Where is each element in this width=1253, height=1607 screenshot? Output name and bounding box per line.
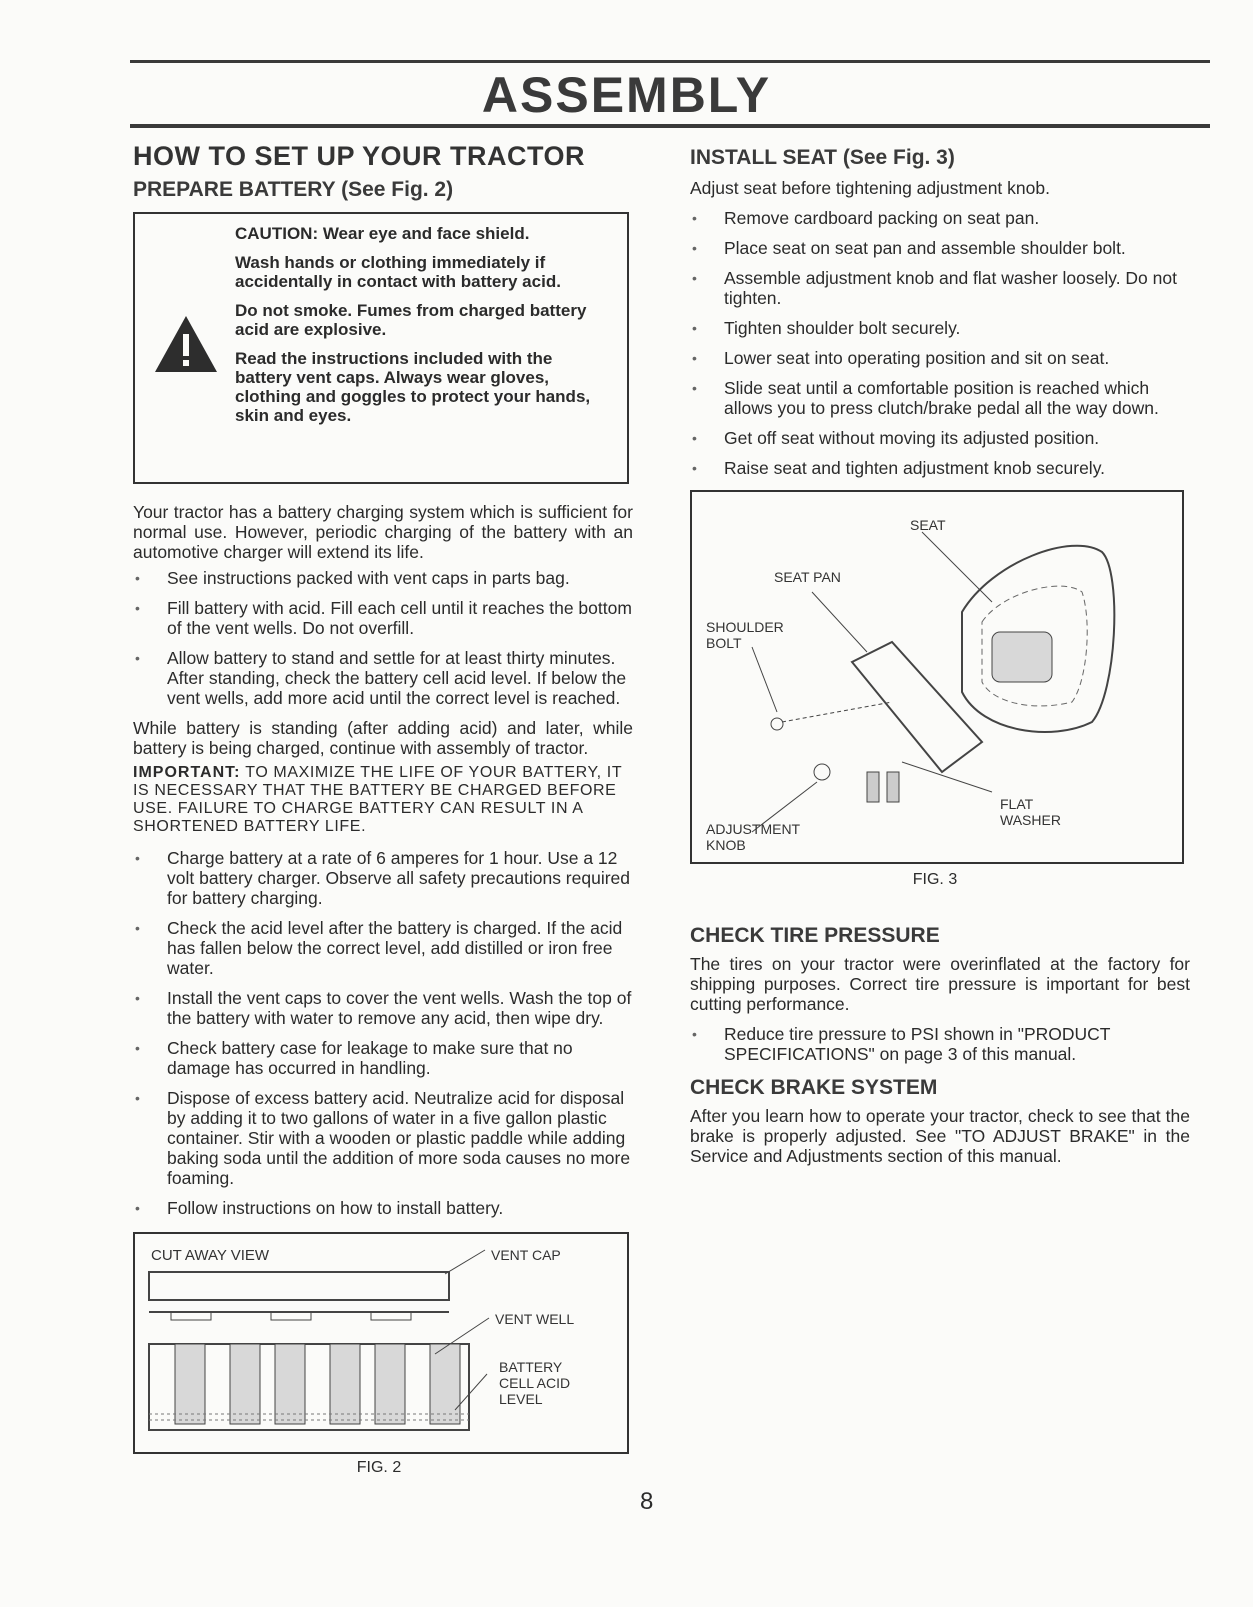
fig3-label-shoulder-1: SHOULDER: [706, 619, 784, 635]
seat-assembly-drawing: [692, 492, 1182, 862]
fig2-label-acid-2: CELL ACID: [499, 1375, 571, 1391]
seat-intro: Adjust seat before tightening adjustment knob.: [690, 178, 1050, 198]
battery-steps-1: [133, 568, 633, 708]
tire-pressure-heading: CHECK TIRE PRESSURE: [690, 924, 940, 947]
list-item: • Follow instructions on how to install battery.: [133, 1198, 633, 1218]
caution-line: Do not smoke. Fumes from charged battery acid are explosive.: [235, 301, 587, 339]
list-item: • Remove cardboard packing on seat pan.: [690, 208, 1190, 228]
brake-system-heading: CHECK BRAKE SYSTEM: [690, 1076, 938, 1099]
right-column: [690, 140, 1190, 1172]
install-seat-heading: INSTALL SEAT (See Fig. 3): [690, 146, 955, 169]
list-item: • Tighten shoulder bolt securely.: [690, 318, 1190, 338]
fig3-label-flat-1: FLAT: [1000, 796, 1034, 812]
tire-text: The tires on your tractor were overinflated at the factory for shipping purposes. Correct tire pressure is important for best cutting performance.: [690, 954, 1190, 1014]
list-item: • Reduce tire pressure to PSI shown in "PRODUCT SPECIFICATIONS" on page 3 of this manual.: [690, 1024, 1190, 1064]
battery-steps-2: [133, 848, 633, 1218]
title-rule: [130, 124, 1210, 128]
list-item: • Install the vent caps to cover the vent wells. Wash the top of the battery with water to remove any acid, then wipe dry.: [133, 988, 633, 1028]
fig2-caption: FIG. 2: [356, 1459, 402, 1476]
fig3-label-seat: SEAT: [910, 517, 946, 533]
list-item: • Raise seat and tighten adjustment knob securely.: [690, 458, 1190, 478]
caution-box: [133, 212, 629, 484]
battery-cutaway-drawing: [135, 1234, 627, 1452]
fig2-box: [133, 1232, 629, 1454]
fig3-label-adj-2: KNOB: [706, 837, 746, 853]
list-item: • Allow battery to stand and settle for at least thirty minutes. After standing, check the battery cell acid level. If below the vent wells, add more acid until the correct level is reached.: [133, 648, 633, 708]
fig3-label-flat-2: WASHER: [1000, 812, 1061, 828]
fig2-label-vent-well: VENT WELL: [495, 1311, 575, 1327]
fig3-label-seat-pan: SEAT PAN: [774, 569, 841, 585]
seat-steps: [690, 208, 1190, 478]
list-item: • Fill battery with acid. Fill each cell until it reaches the bottom of the vent wells. Do not overfill.: [133, 598, 633, 638]
fig3-box: [690, 490, 1184, 864]
fig2-title: CUT AWAY VIEW: [151, 1247, 270, 1264]
list-item: • Slide seat until a comfortable position is reached which allows you to press clutch/brake pedal all the way down.: [690, 378, 1190, 418]
left-column: [133, 140, 633, 1478]
battery-intro: Your tractor has a battery charging system which is sufficient for normal use. However, periodic charging of the battery with an automotive charger will extend its life.: [133, 502, 633, 562]
important-text: TO MAXIMIZE THE LIFE OF YOUR BATTERY, IT IS NECESSARY THAT THE BATTERY BE CHARGED BEFORE USE. FAILURE TO CHARGE BATTERY CAN RESULT IN A SHORTENED BATTERY LIFE.: [133, 764, 622, 835]
prepare-battery-heading: PREPARE BATTERY (See Fig. 2): [133, 178, 454, 201]
list-item: • See instructions packed with vent caps in parts bag.: [133, 568, 633, 588]
section-heading: HOW TO SET UP YOUR TRACTOR: [133, 141, 586, 171]
fig3-label-shoulder-2: BOLT: [706, 635, 742, 651]
page-title: ASSEMBLY: [481, 67, 772, 123]
important-label: IMPORTANT:: [133, 764, 241, 781]
fig2-label-acid-3: LEVEL: [499, 1391, 543, 1407]
list-item: • Place seat on seat pan and assemble shoulder bolt.: [690, 238, 1190, 258]
brake-text: After you learn how to operate your tractor, check to see that the brake is properly adjusted. See "TO ADJUST BRAKE" in the Service and Adjustments section of this manual.: [690, 1106, 1190, 1166]
top-rule: [130, 60, 1210, 63]
fig3-label-adj-1: ADJUSTMENT: [706, 821, 801, 837]
page-number: 8: [640, 1488, 654, 1515]
caution-line: CAUTION: Wear eye and face shield.: [235, 224, 530, 243]
fig2-label-acid-1: BATTERY: [499, 1359, 563, 1375]
caution-line: Read the instructions included with the battery vent caps. Always wear gloves, clothing and goggles to protect your hands, skin and eyes.: [235, 349, 591, 425]
tire-steps: [690, 1024, 1190, 1064]
list-item: • Get off seat without moving its adjusted position.: [690, 428, 1190, 448]
list-item: • Check battery case for leakage to make sure that no damage has occurred in handling.: [133, 1038, 633, 1078]
list-item: • Assemble adjustment knob and flat washer loosely. Do not tighten.: [690, 268, 1190, 308]
list-item: • Dispose of excess battery acid. Neutralize acid for disposal by adding it to two gallons of water in a five gallon plastic container. Stir with a wooden or plastic paddle while adding baking soda until the addition of more soda causes no more foaming.: [133, 1088, 633, 1188]
list-item: • Check the acid level after the battery is charged. If the acid has fallen below the correct level, add distilled or iron free water.: [133, 918, 633, 978]
list-item: • Charge battery at a rate of 6 amperes for 1 hour. Use a 12 volt battery charger. Observe all safety precautions required for battery charging.: [133, 848, 633, 908]
important-note: [133, 764, 633, 836]
list-item: • Lower seat into operating position and sit on seat.: [690, 348, 1190, 368]
fig2-label-vent-cap: VENT CAP: [491, 1247, 561, 1263]
while-standing-text: While battery is standing (after adding acid) and later, while battery is being charged, continue with assembly of tractor.: [133, 718, 633, 758]
fig3-caption: FIG. 3: [912, 871, 958, 888]
warning-triangle-icon: [153, 314, 219, 374]
caution-line: Wash hands or clothing immediately if accidentally in contact with battery acid.: [235, 253, 561, 291]
